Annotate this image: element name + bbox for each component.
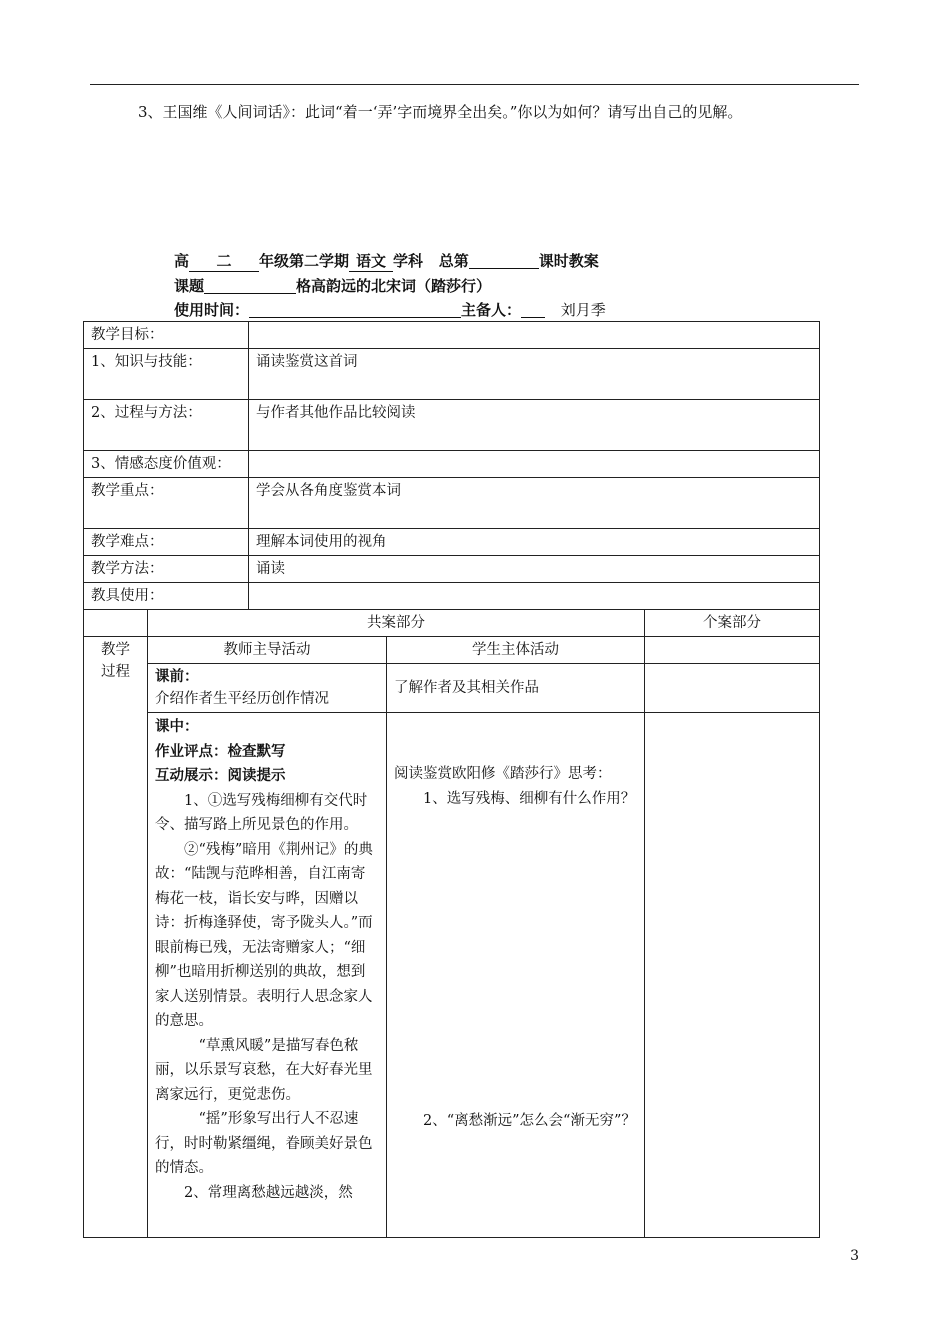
method-row bbox=[84, 556, 820, 583]
section-header-row bbox=[84, 610, 820, 637]
topic-blank bbox=[204, 276, 296, 294]
individual-empty-3 bbox=[645, 713, 820, 1238]
method-value: 诵读 bbox=[249, 556, 820, 583]
objectives-title: 教学目标： bbox=[84, 322, 249, 349]
in-class-row bbox=[84, 713, 820, 1238]
teaching-process-label-1: 教学 bbox=[101, 642, 130, 658]
interactive-display: 互动展示：阅读提示 bbox=[155, 767, 286, 784]
homework-review: 作业评点：检查默写 bbox=[155, 742, 286, 760]
header-rule bbox=[90, 84, 859, 85]
activity-header-row bbox=[84, 637, 820, 664]
teacher-point-1: 1、①选写残梅细柳有交代时令、描写路上所见景色的作用。 bbox=[155, 792, 368, 833]
subject-field: 语文 bbox=[349, 250, 393, 272]
process-method-label: 2、过程与方法： bbox=[84, 400, 249, 451]
topic-title: 格高韵远的北宋词（踏莎行） bbox=[296, 277, 492, 295]
teacher-point-5: 2、常理离愁越远越淡，然 bbox=[184, 1184, 353, 1201]
teacher-point-2: ②“残梅”暗用《荆州记》的典故：“陆觊与范晔相善，自江南寄梅花一枝，诣长安与晔，因赠以诗：折梅逢驿使，寄予陇头人。”而眼前梅已残，无法寄赠家人；“细柳”也暗用折柳送别的典故，想到家人送别情景。表明行人思念家人的意思。 bbox=[155, 841, 373, 1029]
before-class-row bbox=[84, 664, 820, 713]
total-field bbox=[469, 251, 539, 269]
lesson-header-line-3 bbox=[174, 299, 606, 320]
in-class-title: 课中： bbox=[155, 718, 199, 735]
process-method-row bbox=[84, 400, 820, 451]
use-time-field bbox=[249, 300, 461, 318]
lesson-header-line-2 bbox=[174, 275, 491, 296]
grade-prefix: 高 bbox=[174, 252, 190, 270]
teacher-point-4: “摇”形象写出行人不忍速行，时时勒紧缰绳，眷顾美好景色的情态。 bbox=[155, 1111, 373, 1176]
total-label: 总第 bbox=[438, 252, 469, 270]
owner-field-gap bbox=[521, 300, 545, 318]
student-spacer-mid bbox=[394, 811, 637, 1109]
knowledge-label: 1、知识与技能： bbox=[84, 349, 249, 400]
difficulty-row bbox=[84, 529, 820, 556]
key-points-value: 学会从各角度鉴赏本词 bbox=[249, 478, 820, 529]
question-3: 3、王国维《人间词话》：此词“着一‘弄’字而境界全出矣。”你以为如何？请写出自己的见解。 bbox=[138, 103, 743, 121]
owner-label: 主备人： bbox=[461, 301, 522, 319]
difficulty-value: 理解本词使用的视角 bbox=[249, 529, 820, 556]
teacher-point-3: “草熏风暖”是描写春色秾丽，以乐景写哀愁，在大好春光里离家远行，更觉悲伤。 bbox=[155, 1037, 373, 1103]
before-class-teacher bbox=[148, 664, 387, 713]
knowledge-value: 诵读鉴赏这首词 bbox=[249, 349, 820, 400]
student-activity-header: 学生主体活动 bbox=[387, 637, 645, 664]
teaching-process-label-2: 过程 bbox=[101, 664, 130, 680]
student-intro: 阅读鉴赏欧阳修《踏莎行》思考： bbox=[394, 766, 612, 782]
knowledge-row bbox=[84, 349, 820, 400]
emotion-label: 3、情感态度价值观： bbox=[84, 451, 249, 478]
blank-corner bbox=[84, 610, 148, 637]
objectives-empty bbox=[249, 322, 820, 349]
in-class-student bbox=[387, 713, 645, 1238]
tools-row bbox=[84, 583, 820, 610]
teaching-process-label bbox=[84, 637, 148, 1238]
owner-name: 刘月季 bbox=[560, 301, 606, 319]
in-class-teacher bbox=[148, 713, 387, 1238]
individual-empty-1 bbox=[645, 637, 820, 664]
key-points-row bbox=[84, 478, 820, 529]
semester-label: 年级第二学期 bbox=[259, 252, 350, 270]
individual-part-header: 个案部分 bbox=[645, 610, 820, 637]
lesson-plan-label: 课时教案 bbox=[538, 252, 599, 270]
teacher-activity-header: 教师主导活动 bbox=[148, 637, 387, 664]
lesson-plan-table bbox=[83, 321, 820, 1238]
grade-field: 二 bbox=[189, 250, 259, 272]
subject-label: 学科 bbox=[393, 252, 424, 270]
student-question-2: 2、“离愁渐远”怎么会“渐无穷”？ bbox=[423, 1113, 636, 1129]
objectives-row bbox=[84, 322, 820, 349]
emotion-value bbox=[249, 451, 820, 478]
key-points-label: 教学重点： bbox=[84, 478, 249, 529]
before-class-title: 课前： bbox=[155, 668, 199, 685]
page-number: 3 bbox=[850, 1248, 859, 1264]
lesson-header-line-1 bbox=[174, 250, 599, 272]
tools-value bbox=[249, 583, 820, 610]
student-question-1: 1、选写残梅、细柳有什么作用？ bbox=[423, 790, 636, 807]
difficulty-label: 教学难点： bbox=[84, 529, 249, 556]
shared-part-header: 共案部分 bbox=[148, 610, 645, 637]
emotion-row bbox=[84, 451, 820, 478]
method-label: 教学方法： bbox=[84, 556, 249, 583]
topic-label: 课题 bbox=[174, 277, 205, 295]
tools-label: 教具使用： bbox=[84, 583, 249, 610]
before-class-teacher-text: 介绍作者生平经历创作情况 bbox=[155, 691, 329, 707]
process-method-value: 与作者其他作品比较阅读 bbox=[249, 400, 820, 451]
before-class-student: 了解作者及其相关作品 bbox=[387, 664, 645, 713]
use-time-label: 使用时间： bbox=[174, 301, 250, 319]
student-spacer-top bbox=[394, 715, 637, 762]
individual-empty-2 bbox=[645, 664, 820, 713]
